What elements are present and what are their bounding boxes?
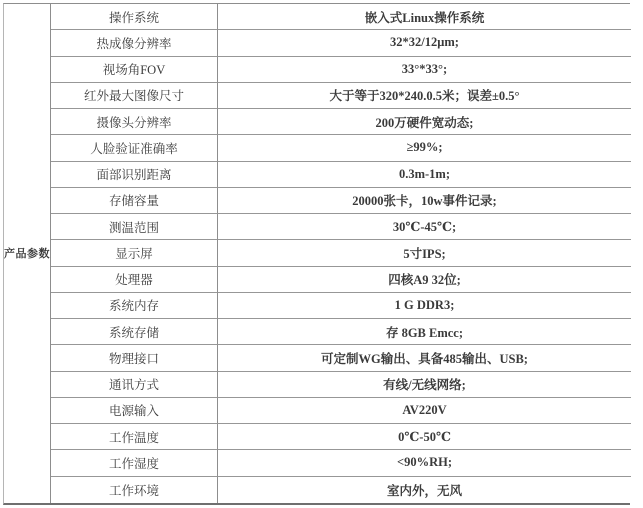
value-cell-os: 嵌入式Linux操作系统 [218, 4, 631, 30]
param-cell-working-temperature: 工作温度 [51, 424, 218, 450]
param-cell-physical-interface: 物理接口 [51, 345, 218, 371]
row-group-header: 产品参数 [4, 4, 51, 503]
value-cell-temp-measure-range: 30℃-45℃; [218, 214, 631, 240]
value-cell-working-temperature: 0℃-50℃ [218, 424, 631, 450]
param-cell-fov: 视场角FOV [51, 57, 218, 83]
param-cell-display: 显示屏 [51, 240, 218, 266]
value-cell-display: 5寸IPS; [218, 240, 631, 266]
value-cell-recognition-distance: 0.3m-1m; [218, 162, 631, 188]
param-cell-temp-measure-range: 测温范围 [51, 214, 218, 240]
param-cell-system-memory: 系统内存 [51, 293, 218, 319]
value-cell-communication: 有线/无线网络; [218, 372, 631, 398]
value-cell-working-environment: 室内外，无风 [386, 483, 462, 498]
value-cell-fov: 33°*33°; [218, 57, 631, 83]
param-cell-recognition-distance: 面部识别距离 [51, 162, 218, 188]
value-cell-processor: 四核A9 32位; [218, 267, 631, 293]
param-cell-os: 操作系统 [51, 4, 218, 30]
param-cell-communication: 通讯方式 [51, 372, 218, 398]
value-cell-system-memory: 1 G DDR3; [218, 293, 631, 319]
value-cell-ir-max-image-size: 大于等于320*240.0.5米；误差±0.5° [218, 83, 631, 109]
param-cell-camera-resolution: 摄像头分辨率 [51, 109, 218, 135]
value-cell-camera-resolution: 200万硬件宽动态; [218, 109, 631, 135]
param-cell-face-accuracy: 人脸验证准确率 [51, 135, 218, 161]
value-cell-physical-interface: 可定制WG输出、具备485输出、USB; [218, 345, 631, 371]
value-cell-power-input: AV220V [218, 398, 631, 424]
value-cell-system-storage: 存 8GB Emcc; [218, 319, 631, 345]
product-spec-table [3, 3, 630, 505]
param-cell-working-humidity: 工作湿度 [51, 450, 218, 476]
param-cell-thermal-resolution: 热成像分辨率 [51, 30, 218, 56]
param-cell-power-input: 电源输入 [51, 398, 218, 424]
value-cell-working-humidity: <90%RH; [218, 450, 631, 476]
value-cell-thermal-resolution: 32*32/12μm; [218, 30, 631, 56]
param-cell-storage-capacity: 存储容量 [51, 188, 218, 214]
value-cell-face-accuracy: ≥99%; [218, 135, 631, 161]
param-cell-ir-max-image-size: 红外最大图像尺寸 [51, 83, 218, 109]
param-cell-system-storage: 系统存储 [51, 319, 218, 345]
param-cell-processor: 处理器 [51, 267, 218, 293]
param-cell-working-environment: 工作环境 [51, 477, 218, 503]
value-cell-storage-capacity: 20000张卡，10w事件记录; [218, 188, 631, 214]
